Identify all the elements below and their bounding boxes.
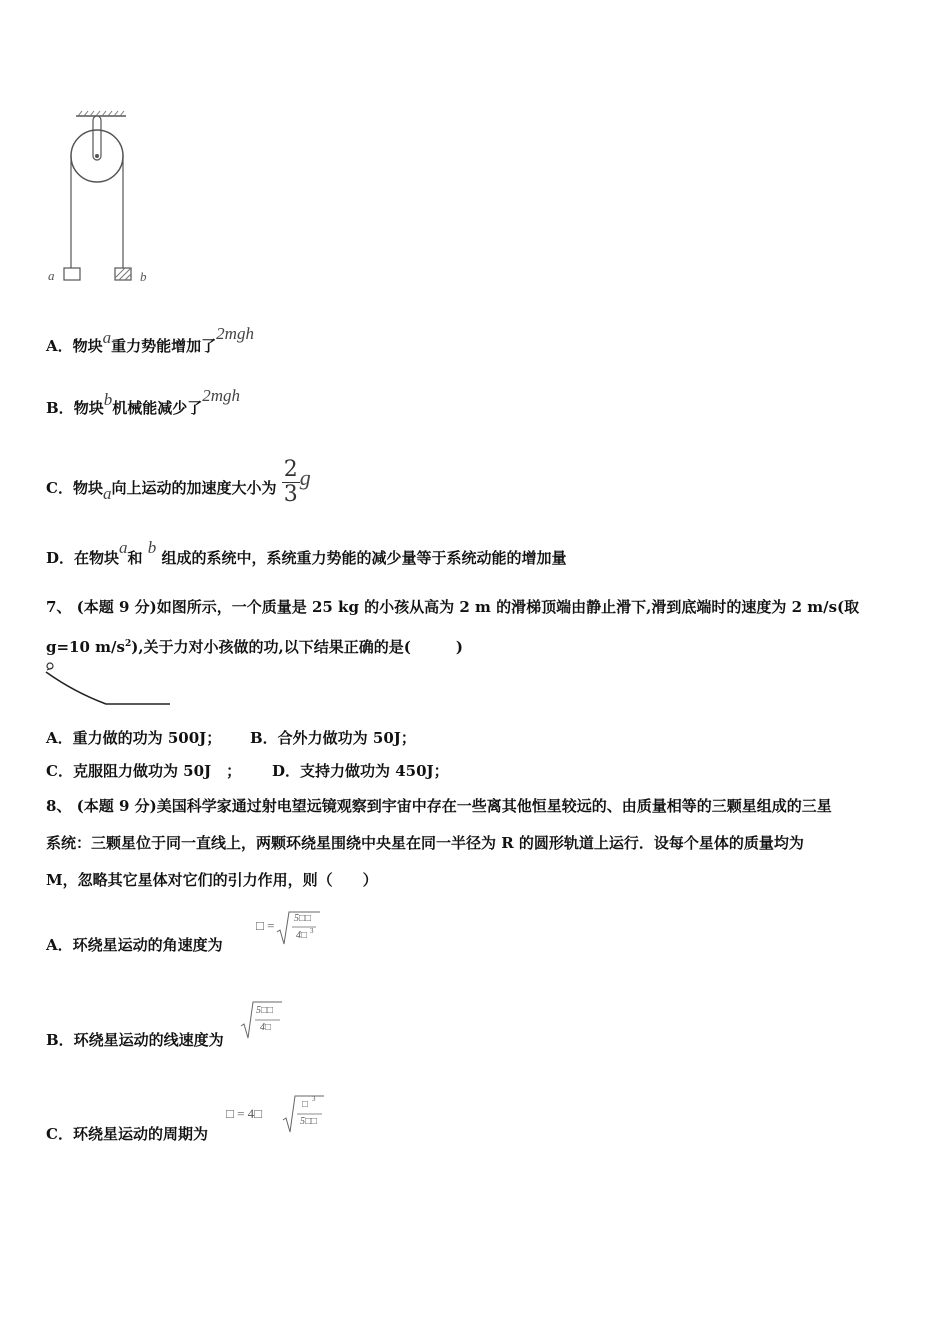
q6-option-d: D．在物块a和 b 组成的系统中，系统重力势能的减少量等于系统动能的增加量 xyxy=(46,538,567,567)
pulley-figure xyxy=(40,108,170,288)
q7-option-b: B．合外力做功为 50J； xyxy=(250,729,416,747)
label-b: b xyxy=(140,269,147,284)
q7-stem-line1: 7、 (本题 9 分)如图所示，一个质量是 25 kg 的小孩从高为 2 m 的滑梯顶端由静止滑下,滑到底端时的速度为 2 m/s(取 xyxy=(46,598,860,616)
fraction-two-thirds: $\frac{2}{3}$ xyxy=(283,456,298,507)
q8-stem-line2: 系统：三颗星位于同一直线上，两颗环绕星围绕中央星在同一半径为 R 的圆形轨道上运行．设每个星体的质量均为 xyxy=(46,834,804,852)
var-b: b xyxy=(147,538,157,557)
expr-2mgh: 2mgh xyxy=(202,386,240,405)
q7-option-a: A．重力做的功为 500J； xyxy=(46,729,222,747)
var-a: a xyxy=(102,328,112,347)
q6-option-b: B．物块b机械能减少了2mgh xyxy=(46,386,240,417)
var-a: a xyxy=(102,484,112,503)
q6-option-c: C．物块a向上运动的加速度大小为 $\frac{2}{3}$ g xyxy=(46,456,311,507)
var-g: g xyxy=(299,465,311,490)
q8-option-a: A．环绕星运动的角速度为 xyxy=(46,936,223,954)
slide-figure xyxy=(44,662,174,708)
label-a: a xyxy=(48,268,55,283)
q7-option-d: D．支持力做功为 450J； xyxy=(272,762,449,780)
expr-2mgh: 2mgh xyxy=(216,324,254,343)
var-b: b xyxy=(103,390,113,409)
q7-option-c: C．克服阻力做功为 50J ； xyxy=(46,762,242,780)
formula-angular-velocity: □ = 5□□ 4□ 3 xyxy=(256,910,320,946)
var-a: a xyxy=(119,538,128,557)
q7-stem-line2: g=10 $m/s^2$),关于力对小孩做的功,以下结果正确的是( ) xyxy=(46,638,463,656)
q8-stem-line3: M，忽略其它星体对它们的引力作用，则（ ） xyxy=(46,871,378,889)
formula-linear-velocity: 5□□ 4□ xyxy=(240,1000,284,1040)
q8-option-c: C．环绕星运动的周期为 xyxy=(46,1125,208,1143)
q6-option-a: A．物块a重力势能增加了2mgh xyxy=(46,324,254,355)
formula-period: □ = 4□ □ 3 5□□ xyxy=(226,1094,326,1134)
q8-option-b: B．环绕星运动的线速度为 xyxy=(46,1031,224,1049)
q8-stem-line1: 8、 (本题 9 分)美国科学家通过射电望远镜观察到宇宙中存在一些离其他恒星较远的、由质量相等的三颗星组成的三星 xyxy=(46,797,832,815)
